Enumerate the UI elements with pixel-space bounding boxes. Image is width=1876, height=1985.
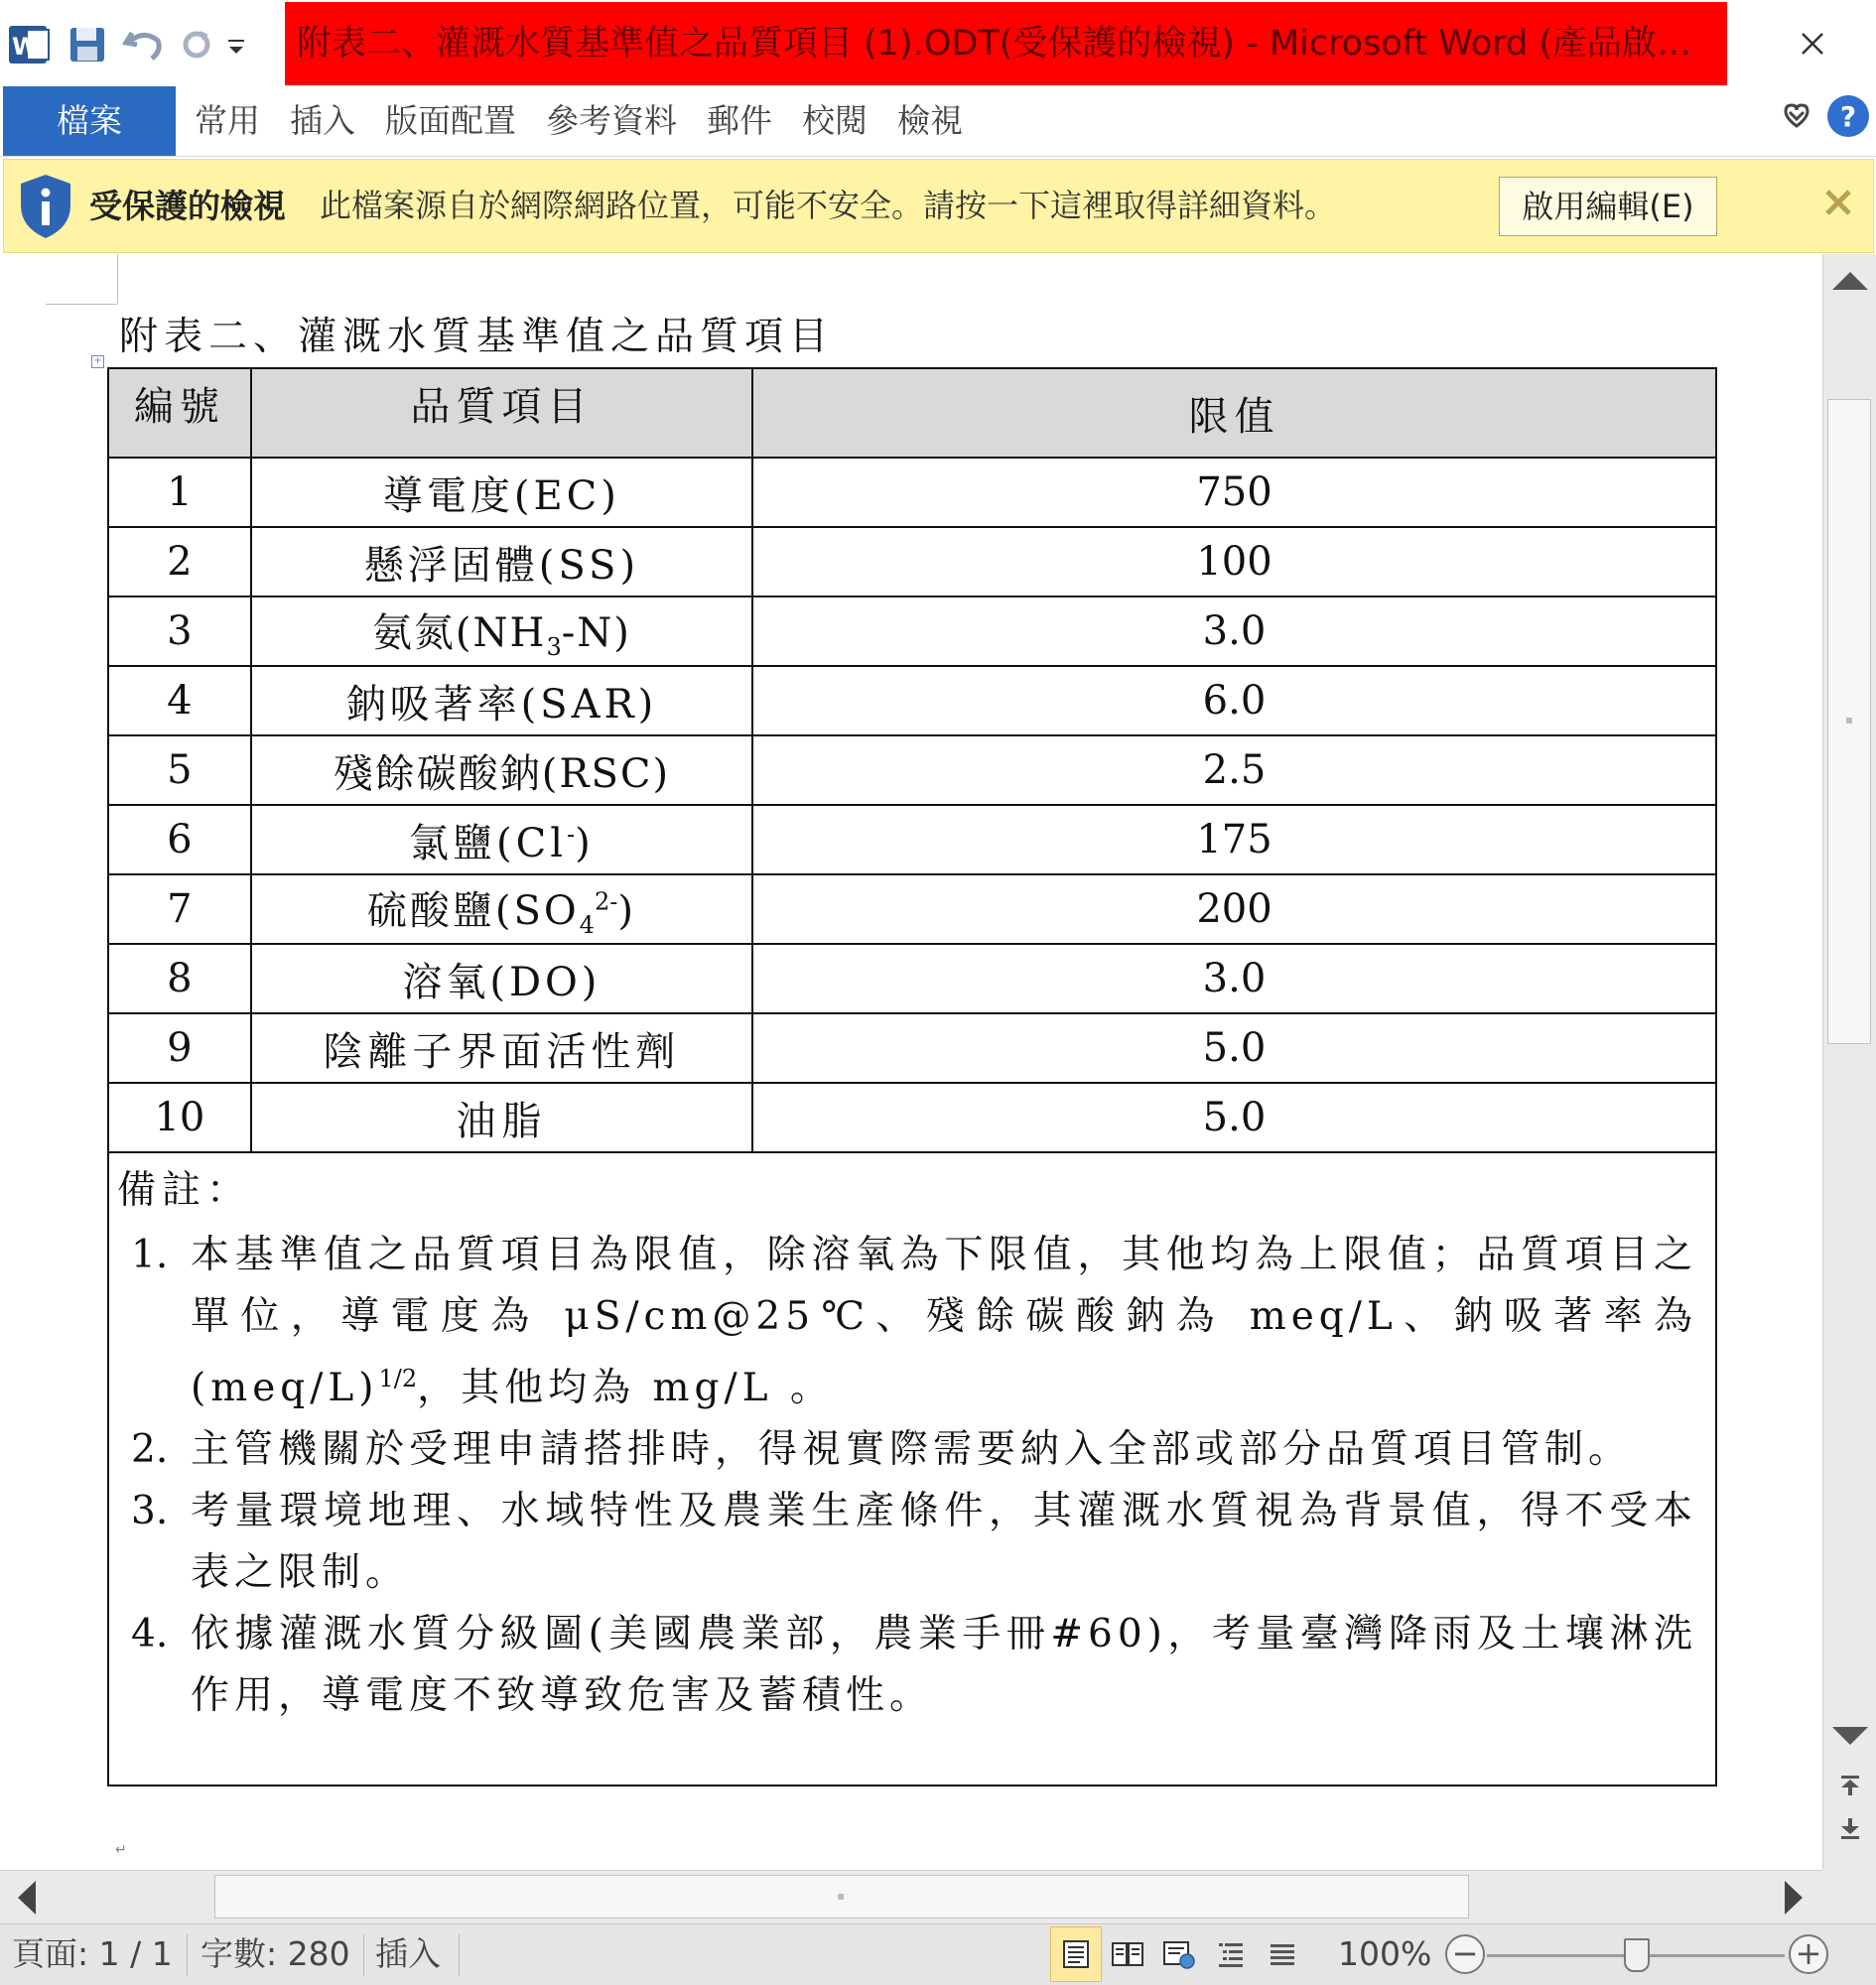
full-screen-reading-icon[interactable] — [1102, 1926, 1153, 1982]
scroll-left-arrow-icon[interactable] — [14, 1879, 38, 1920]
water-quality-table — [107, 367, 1717, 1786]
next-page-icon[interactable] — [1837, 1816, 1863, 1846]
table-row — [108, 596, 1716, 666]
customize-qat-icon[interactable] — [222, 19, 250, 70]
save-icon[interactable] — [62, 19, 113, 70]
page-count[interactable]: 頁面: 1 / 1 — [12, 1934, 173, 1973]
notes-list — [117, 1225, 1697, 1727]
row-number: 10 — [108, 1083, 251, 1152]
item-text: ) — [617, 888, 636, 934]
note-superscript: 1/2 — [378, 1365, 418, 1392]
item-text: 氯鹽(Cl — [409, 820, 568, 866]
vertical-scrollbar[interactable] — [1822, 254, 1876, 1870]
outline-icon[interactable] — [1205, 1926, 1257, 1982]
row-item: 溶氧(DO) — [251, 944, 752, 1013]
shield-info-icon — [16, 172, 75, 245]
horizontal-scrollbar[interactable] — [0, 1870, 1822, 1923]
tab-references[interactable]: 參考資料 — [546, 101, 677, 140]
note-number: 3. — [131, 1489, 169, 1533]
tab-review[interactable]: 校閱 — [802, 101, 868, 140]
header-quality-item: 品質項目 — [251, 368, 752, 458]
item-superscript: - — [567, 820, 576, 849]
note-item — [117, 1419, 1697, 1481]
status-bar — [0, 1923, 1876, 1985]
undo-icon[interactable] — [119, 19, 171, 70]
row-limit: 5.0 — [752, 1013, 1716, 1083]
minimize-ribbon-icon[interactable] — [1779, 98, 1814, 138]
row-limit: 100 — [752, 527, 1716, 596]
help-icon[interactable] — [1824, 92, 1872, 144]
note-item — [117, 1604, 1697, 1727]
status-divider — [187, 1934, 188, 1976]
quick-access-toolbar — [4, 18, 250, 71]
table-row — [108, 944, 1716, 1013]
row-limit: 2.5 — [752, 735, 1716, 805]
notes-heading: 備註： — [117, 1168, 252, 1213]
row-limit: 3.0 — [752, 944, 1716, 1013]
table-row — [108, 874, 1716, 944]
protected-view-title: 受保護的檢視 — [89, 187, 286, 225]
horizontal-scroll-thumb[interactable] — [214, 1875, 1469, 1919]
protected-view-bar — [3, 159, 1874, 253]
close-icon[interactable] — [1783, 14, 1842, 73]
row-item — [251, 874, 752, 944]
insert-mode[interactable]: 插入 — [375, 1934, 441, 1973]
tab-view[interactable]: 檢視 — [897, 101, 963, 140]
row-item: 殘餘碳酸鈉(RSC) — [251, 735, 752, 805]
zoom-slider-thumb[interactable] — [1624, 1938, 1650, 1972]
item-text: 氨氮(NH — [371, 610, 547, 656]
word-count[interactable]: 字數: 280 — [201, 1934, 350, 1973]
item-superscript: 2- — [594, 887, 618, 916]
ribbon-tabs — [195, 86, 993, 156]
tab-page-layout[interactable]: 版面配置 — [385, 101, 516, 140]
redo-icon[interactable] — [177, 19, 216, 70]
note-text: 依據灌溉水質分級圖(美國農業部，農業手冊#60)，考量臺灣降雨及土壤淋洗作用，導電度不致導致危害及蓄積性。 — [191, 1612, 1697, 1718]
header-limit: 限值 — [752, 368, 1716, 458]
status-divider — [363, 1934, 364, 1976]
document-area[interactable] — [0, 254, 1822, 1870]
draft-icon[interactable] — [1257, 1926, 1308, 1982]
scroll-up-arrow-icon[interactable] — [1829, 268, 1871, 296]
item-text: 硫酸鹽(SO — [366, 888, 580, 934]
scroll-right-arrow-icon[interactable] — [1783, 1879, 1807, 1920]
notes-row — [108, 1152, 1716, 1786]
close-icon[interactable] — [1821, 186, 1855, 223]
row-limit: 5.0 — [752, 1083, 1716, 1152]
note-text: ，其他均為 mg/L 。 — [417, 1366, 834, 1410]
note-text: 本基準值之品質項目為限值，除溶氧為下限值，其他均為上限值；品質項目之單位，導電度為 μS/cm@25℃、殘餘碳酸鈉為 meq/L、鈉吸著率為 (meq/L) — [191, 1233, 1697, 1410]
note-text: 主管機關於受理申請搭排時，得視實際需要納入全部或部分品質項目管制。 — [191, 1427, 1633, 1472]
row-number: 6 — [108, 805, 251, 874]
scrollbar-corner — [1822, 1870, 1876, 1923]
window-title: 附表二、灌溉水質基準值之品質項目 (1).ODT(受保護的檢視) - Microsoft Word (產品啟… — [285, 2, 1727, 85]
web-layout-icon[interactable] — [1153, 1926, 1205, 1982]
table-row — [108, 666, 1716, 735]
protected-view-message[interactable]: 此檔案源自於網際網路位置，可能不安全。請按一下這裡取得詳細資料。 — [320, 187, 1337, 224]
table-row — [108, 1083, 1716, 1152]
item-text: -N) — [561, 610, 631, 656]
row-number: 2 — [108, 527, 251, 596]
vertical-scroll-thumb[interactable] — [1827, 399, 1871, 1044]
row-number: 3 — [108, 596, 251, 666]
notes-cell — [108, 1152, 1716, 1786]
row-number: 7 — [108, 874, 251, 944]
table-header-row — [108, 368, 1716, 458]
svg-text:?: ? — [1839, 100, 1857, 133]
note-item — [117, 1481, 1697, 1604]
row-item: 鈉吸著率(SAR) — [251, 666, 752, 735]
page-corner-mark — [46, 304, 117, 305]
title-bar — [0, 0, 1876, 86]
ribbon — [0, 86, 1876, 157]
table-row — [108, 805, 1716, 874]
table-move-handle-icon[interactable]: + — [91, 355, 104, 368]
item-text: ) — [575, 820, 595, 866]
paragraph-mark-icon: ↵ — [115, 1842, 127, 1858]
previous-page-icon[interactable] — [1837, 1773, 1863, 1802]
row-number: 4 — [108, 666, 251, 735]
row-limit: 175 — [752, 805, 1716, 874]
row-limit: 3.0 — [752, 596, 1716, 666]
tab-mailings[interactable]: 郵件 — [707, 101, 772, 140]
note-number: 4. — [131, 1612, 169, 1656]
tab-insert[interactable]: 插入 — [290, 101, 355, 140]
note-text: 考量環境地理、水域特性及農業生產條件，其灌溉水質視為背景值，得不受本表之限制。 — [191, 1489, 1697, 1595]
table-row — [108, 735, 1716, 805]
zoom-level[interactable]: 100% — [1338, 1934, 1432, 1973]
row-number: 5 — [108, 735, 251, 805]
note-item — [117, 1225, 1697, 1419]
page-corner-mark — [117, 254, 118, 304]
item-subscript: 4 — [579, 911, 595, 939]
header-number: 編號 — [108, 368, 251, 458]
view-buttons — [1050, 1924, 1308, 1984]
table-row — [108, 458, 1716, 527]
print-layout-icon[interactable] — [1050, 1926, 1102, 1982]
row-number: 1 — [108, 458, 251, 527]
row-item: 陰離子界面活性劑 — [251, 1013, 752, 1083]
zoom-in-icon[interactable]: + — [1789, 1934, 1828, 1974]
status-divider — [459, 1934, 460, 1976]
row-number: 9 — [108, 1013, 251, 1083]
document-title: 附表二、灌溉水質基準值之品質項目 — [119, 315, 835, 359]
row-limit: 200 — [752, 874, 1716, 944]
zoom-out-icon[interactable]: − — [1445, 1934, 1485, 1974]
grip-icon — [1846, 718, 1852, 724]
tab-home[interactable]: 常用 — [195, 101, 260, 140]
row-item — [251, 596, 752, 666]
ribbon-right-controls — [1779, 92, 1872, 144]
enable-editing-button[interactable]: 啟用編輯(E) — [1499, 177, 1717, 236]
word-icon[interactable] — [4, 19, 56, 70]
scroll-down-arrow-icon[interactable] — [1829, 1725, 1871, 1753]
row-item: 懸浮固體(SS) — [251, 527, 752, 596]
row-number: 8 — [108, 944, 251, 1013]
table-row — [108, 527, 1716, 596]
item-subscript: 3 — [546, 633, 562, 661]
note-number: 1. — [131, 1233, 169, 1277]
tab-file[interactable]: 檔案 — [3, 86, 176, 156]
row-item — [251, 805, 752, 874]
grip-icon — [838, 1894, 844, 1900]
row-limit: 750 — [752, 458, 1716, 527]
row-item: 導電度(EC) — [251, 458, 752, 527]
table-row — [108, 1013, 1716, 1083]
row-item: 油脂 — [251, 1083, 752, 1152]
svg-text:W: W — [12, 33, 39, 61]
row-limit: 6.0 — [752, 666, 1716, 735]
note-number: 2. — [131, 1427, 169, 1472]
